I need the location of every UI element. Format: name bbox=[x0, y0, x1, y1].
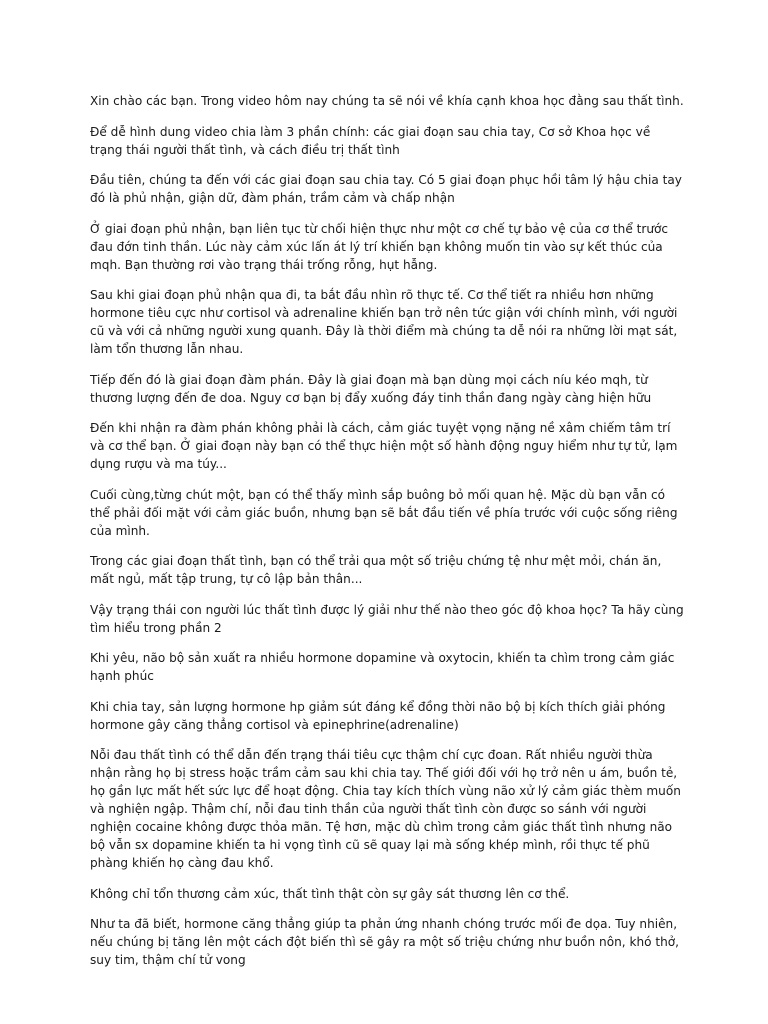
paragraph-15: Như ta đã biết, hormone căng thẳng giúp ta phản ứng nhanh chóng trước mối đe dọa. Tuy nhiên, nếu chúng bị tăng lên một cách đột biến thì sẽ gây ra một số triệu chứng như buồn nôn, khó thở, suy tim, thậm chí tử vong bbox=[90, 917, 680, 967]
paragraph-5: Sau khi giai đoạn phủ nhận qua đi, ta bắt đầu nhìn rõ thực tế. Cơ thể tiết ra nhiều hơn những hormone tiêu cực như cortisol và adrenaline khiến bạn trở nên tức giận với chính mình, với người cũ và với cả những người xung quanh. Đây là thời điểm mà chúng ta dễ nói ra những lời mạt sát, làm tổn thương lẫn nhau. bbox=[90, 288, 678, 356]
paragraph-11: Khi yêu, não bộ sản xuất ra nhiều hormone dopamine và oxytocin, khiến ta chìm trong cảm giác hạnh phúc bbox=[90, 651, 675, 683]
paragraph-10: Vậy trạng thái con người lúc thất tình được lý giải như thế nào theo góc độ khoa học? Ta hãy cùng tìm hiểu trong phần 2 bbox=[90, 602, 684, 635]
paragraph-6: Tiếp đến đó là giai đoạn đàm phán. Đây là giai đoạn mà bạn dùng mọi cách níu kéo mqh, từ thương lượng đến đe doa. Nguy cơ bạn bị đẩy xuống đáy tinh thần đang ngày càng hiện hữu bbox=[90, 372, 652, 405]
paragraph-1: Xin chào các bạn. Trong video hôm nay chúng ta sẽ nói về khía cạnh khoa học đằng sau thất tình. bbox=[90, 94, 684, 108]
paragraph-9: Trong các giai đoạn thất tình, bạn có thể trải qua một số triệu chứng tệ như mệt mỏi, chán ăn, mất ngủ, mất tập trung, tự cô lập bản thân... bbox=[90, 554, 662, 586]
paragraph-14: Không chỉ tổn thương cảm xúc, thất tình thật còn sự gây sát thương lên cơ thể. bbox=[90, 886, 570, 901]
paragraph-12: Khi chia tay, sản lượng hormone hp giảm sút đáng kể đồng thời não bộ bị kích thích giải phóng hormone gây căng thẳng cortisol và epinephrine(adrenaline) bbox=[90, 699, 666, 732]
paragraph-2: Để dễ hình dung video chia làm 3 phần chính: các giai đoạn sau chia tay, Cơ sở Khoa học về trạng thái người thất tình, và cách điều trị thất tình bbox=[90, 124, 651, 157]
paragraph-8: Cuối cùng,từng chút một, bạn có thể thấy mình sắp buông bỏ mối quan hệ. Mặc dù bạn vẫn có thể phải đối mặt với cảm giác buồn, nhưng bạn sẽ bắt đầu tiến về phía trước với cuộc sống riêng của mình. bbox=[90, 487, 678, 538]
document-page bbox=[90, 92, 686, 982]
paragraph-3: Đầu tiên, chúng ta đến với các giai đoạn sau chia tay. Có 5 giai đoạn phục hồi tâm lý hậu chia tay đó là phủ nhận, giận dữ, đàm phán, trầm cảm và chấp nhận bbox=[90, 173, 682, 205]
paragraph-13: Nỗi đau thất tình có thể dẫn đến trạng thái tiêu cực thậm chí cực đoan. Rất nhiều người thừa nhận rằng họ bị stress hoặc trầm cảm sau khi chia tay. Thế giới đối với họ trở nên u ám, buồn tẻ, họ gần lực mất hết sức lực để hoạt động. Chia tay kích thích vùng não xử lý cảm giác thèm muốn và nghiện ngập. Thậm chí, nỗi đau tinh thần của người thất tình còn được so sánh với người nghiện cocaine không được thỏa mãn. Tệ hơn, mặc dù chìm trong cảm giác thất tình nhưng não bộ vẫn sx dopamine khiến ta hi vọng tình cũ sẽ quay lại mà sống khép mình, rồi thực tế phũ phàng khiến họ càng đau khổ. bbox=[90, 748, 681, 870]
paragraph-4: Ở giai đoạn phủ nhận, bạn liên tục từ chối hiện thực như một cơ chế tự bảo vệ của cơ thể trước đau đớn tinh thần. Lúc này cảm xúc lấn át lý trí khiến bạn không muốn tin vào sự kết thúc của mqh. Bạn thường rơi vào trạng thái trống rỗng, hụt hẫng. bbox=[90, 221, 669, 272]
paragraph-7: Đến khi nhận ra đàm phán không phải là cách, cảm giác tuyệt vọng nặng nề xâm chiếm tâm trí và cơ thể bạn. Ở giai đoạn này bạn có thể thực hiện một số hành động nguy hiểm như tự tử, lạm dụng rượu và ma túy... bbox=[90, 421, 678, 471]
